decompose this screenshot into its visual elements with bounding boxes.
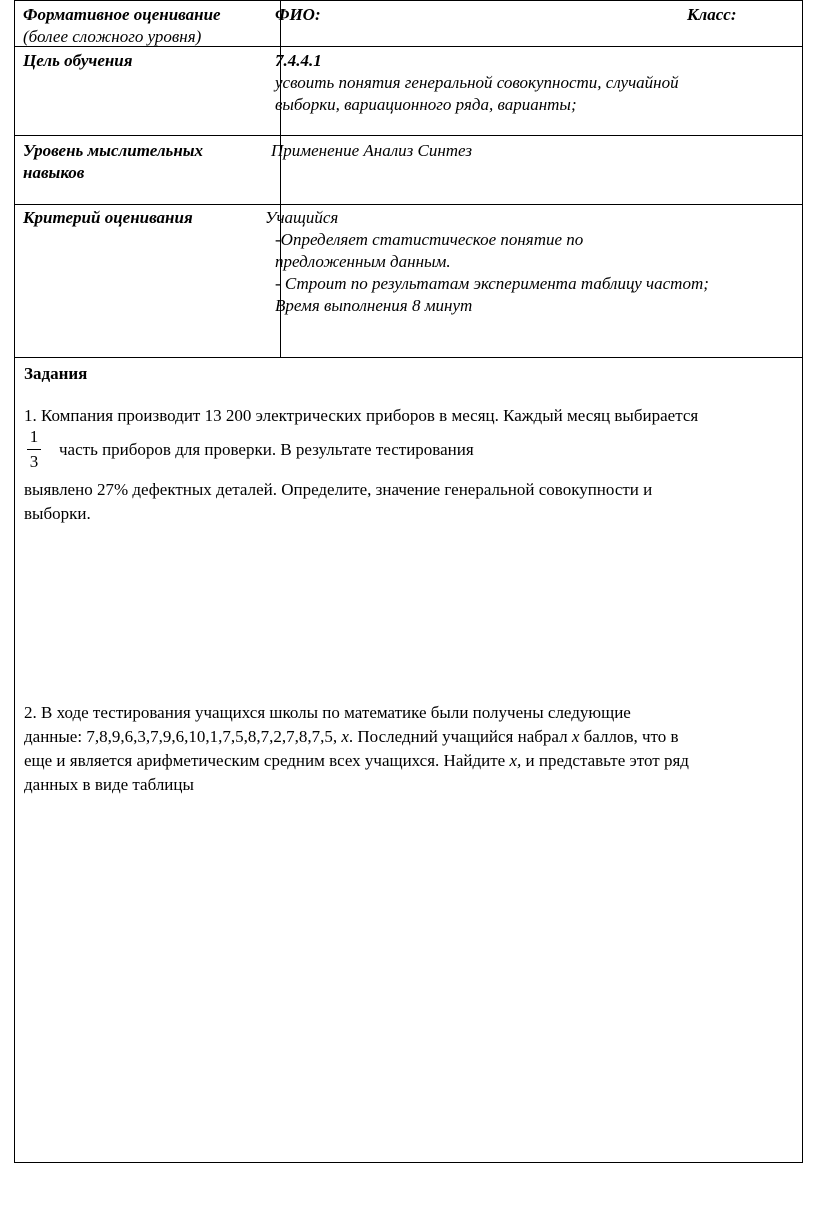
task-2-text: . Последний учащийся набрал — [348, 727, 572, 746]
task-2-text: баллов, что в — [579, 727, 679, 746]
task-1-line: 1. Компания производит 13 200 электрических приборов в месяц. Каждый месяц выбирается — [24, 406, 699, 425]
variable-x: x — [571, 727, 580, 746]
criteria-label: Критерий оценивания — [23, 208, 193, 227]
task-2-data: данные: 7,8,9,6,3,7,9,6,10,1,7,5,8,7,2,7,8,7,5, — [24, 727, 342, 746]
fraction-denominator: 3 — [29, 452, 39, 471]
variable-x: x — [341, 727, 349, 746]
task-2-line: 2. В ходе тестирования учащихся школы по математике были получены следующие — [24, 703, 631, 722]
tasks-heading: Задания — [24, 364, 88, 383]
task-1-line: выборки. — [24, 504, 91, 523]
task-2-line — [24, 749, 796, 773]
assessment-form — [14, 0, 803, 1163]
criteria-line: -Определяет статистическое понятие по — [275, 230, 584, 249]
criteria-line: предложенным данным. — [275, 252, 451, 271]
thinking-label-line: навыков — [23, 163, 85, 182]
task-1-line: выявлено 27% дефектных деталей. Определите, значение генеральной совокупности и — [24, 480, 653, 499]
row-divider — [15, 204, 802, 205]
fio-label: ФИО: — [275, 5, 321, 24]
criteria-line: - Строит по результатам эксперимента таблицу частот; — [275, 274, 709, 293]
thinking-value: Применение Анализ Синтез — [271, 141, 472, 160]
assessment-type-subtitle: (более сложного уровня) — [23, 27, 202, 46]
variable-x: x, — [509, 751, 522, 770]
criteria-line: Время выполнения 8 минут — [275, 296, 473, 315]
thinking-label — [23, 140, 203, 184]
assessment-type — [23, 4, 221, 48]
criteria-line: Учащийся — [265, 208, 339, 227]
criteria-value — [265, 207, 709, 317]
class-label: Класс: — [687, 5, 737, 24]
assessment-type-title: Формативное оценивание — [23, 5, 221, 24]
row-divider — [15, 135, 802, 136]
goal-label: Цель обучения — [23, 51, 133, 70]
task-1-line: часть приборов для проверки. В результате тестирования — [59, 440, 474, 459]
thinking-label-line: Уровень мыслительных — [23, 141, 204, 160]
fraction-one-third — [24, 427, 44, 472]
fraction-numerator: 1 — [29, 427, 39, 446]
task-2-text: и представьте этот ряд — [521, 751, 689, 770]
task-2-line — [24, 725, 796, 749]
goal-text-line: выборки, вариационного ряда, варианты; — [275, 95, 577, 114]
task-2-line: данных в виде таблицы — [24, 775, 194, 794]
goal-text-line: усвоить понятия генеральной совокупности, случайной — [275, 73, 679, 92]
goal-code: 7.4.4.1 — [275, 51, 322, 70]
row-divider — [15, 357, 802, 358]
goal-value — [275, 50, 679, 116]
task-2-text: еще и является арифметическим средним всех учащихся. Найдите — [24, 751, 510, 770]
